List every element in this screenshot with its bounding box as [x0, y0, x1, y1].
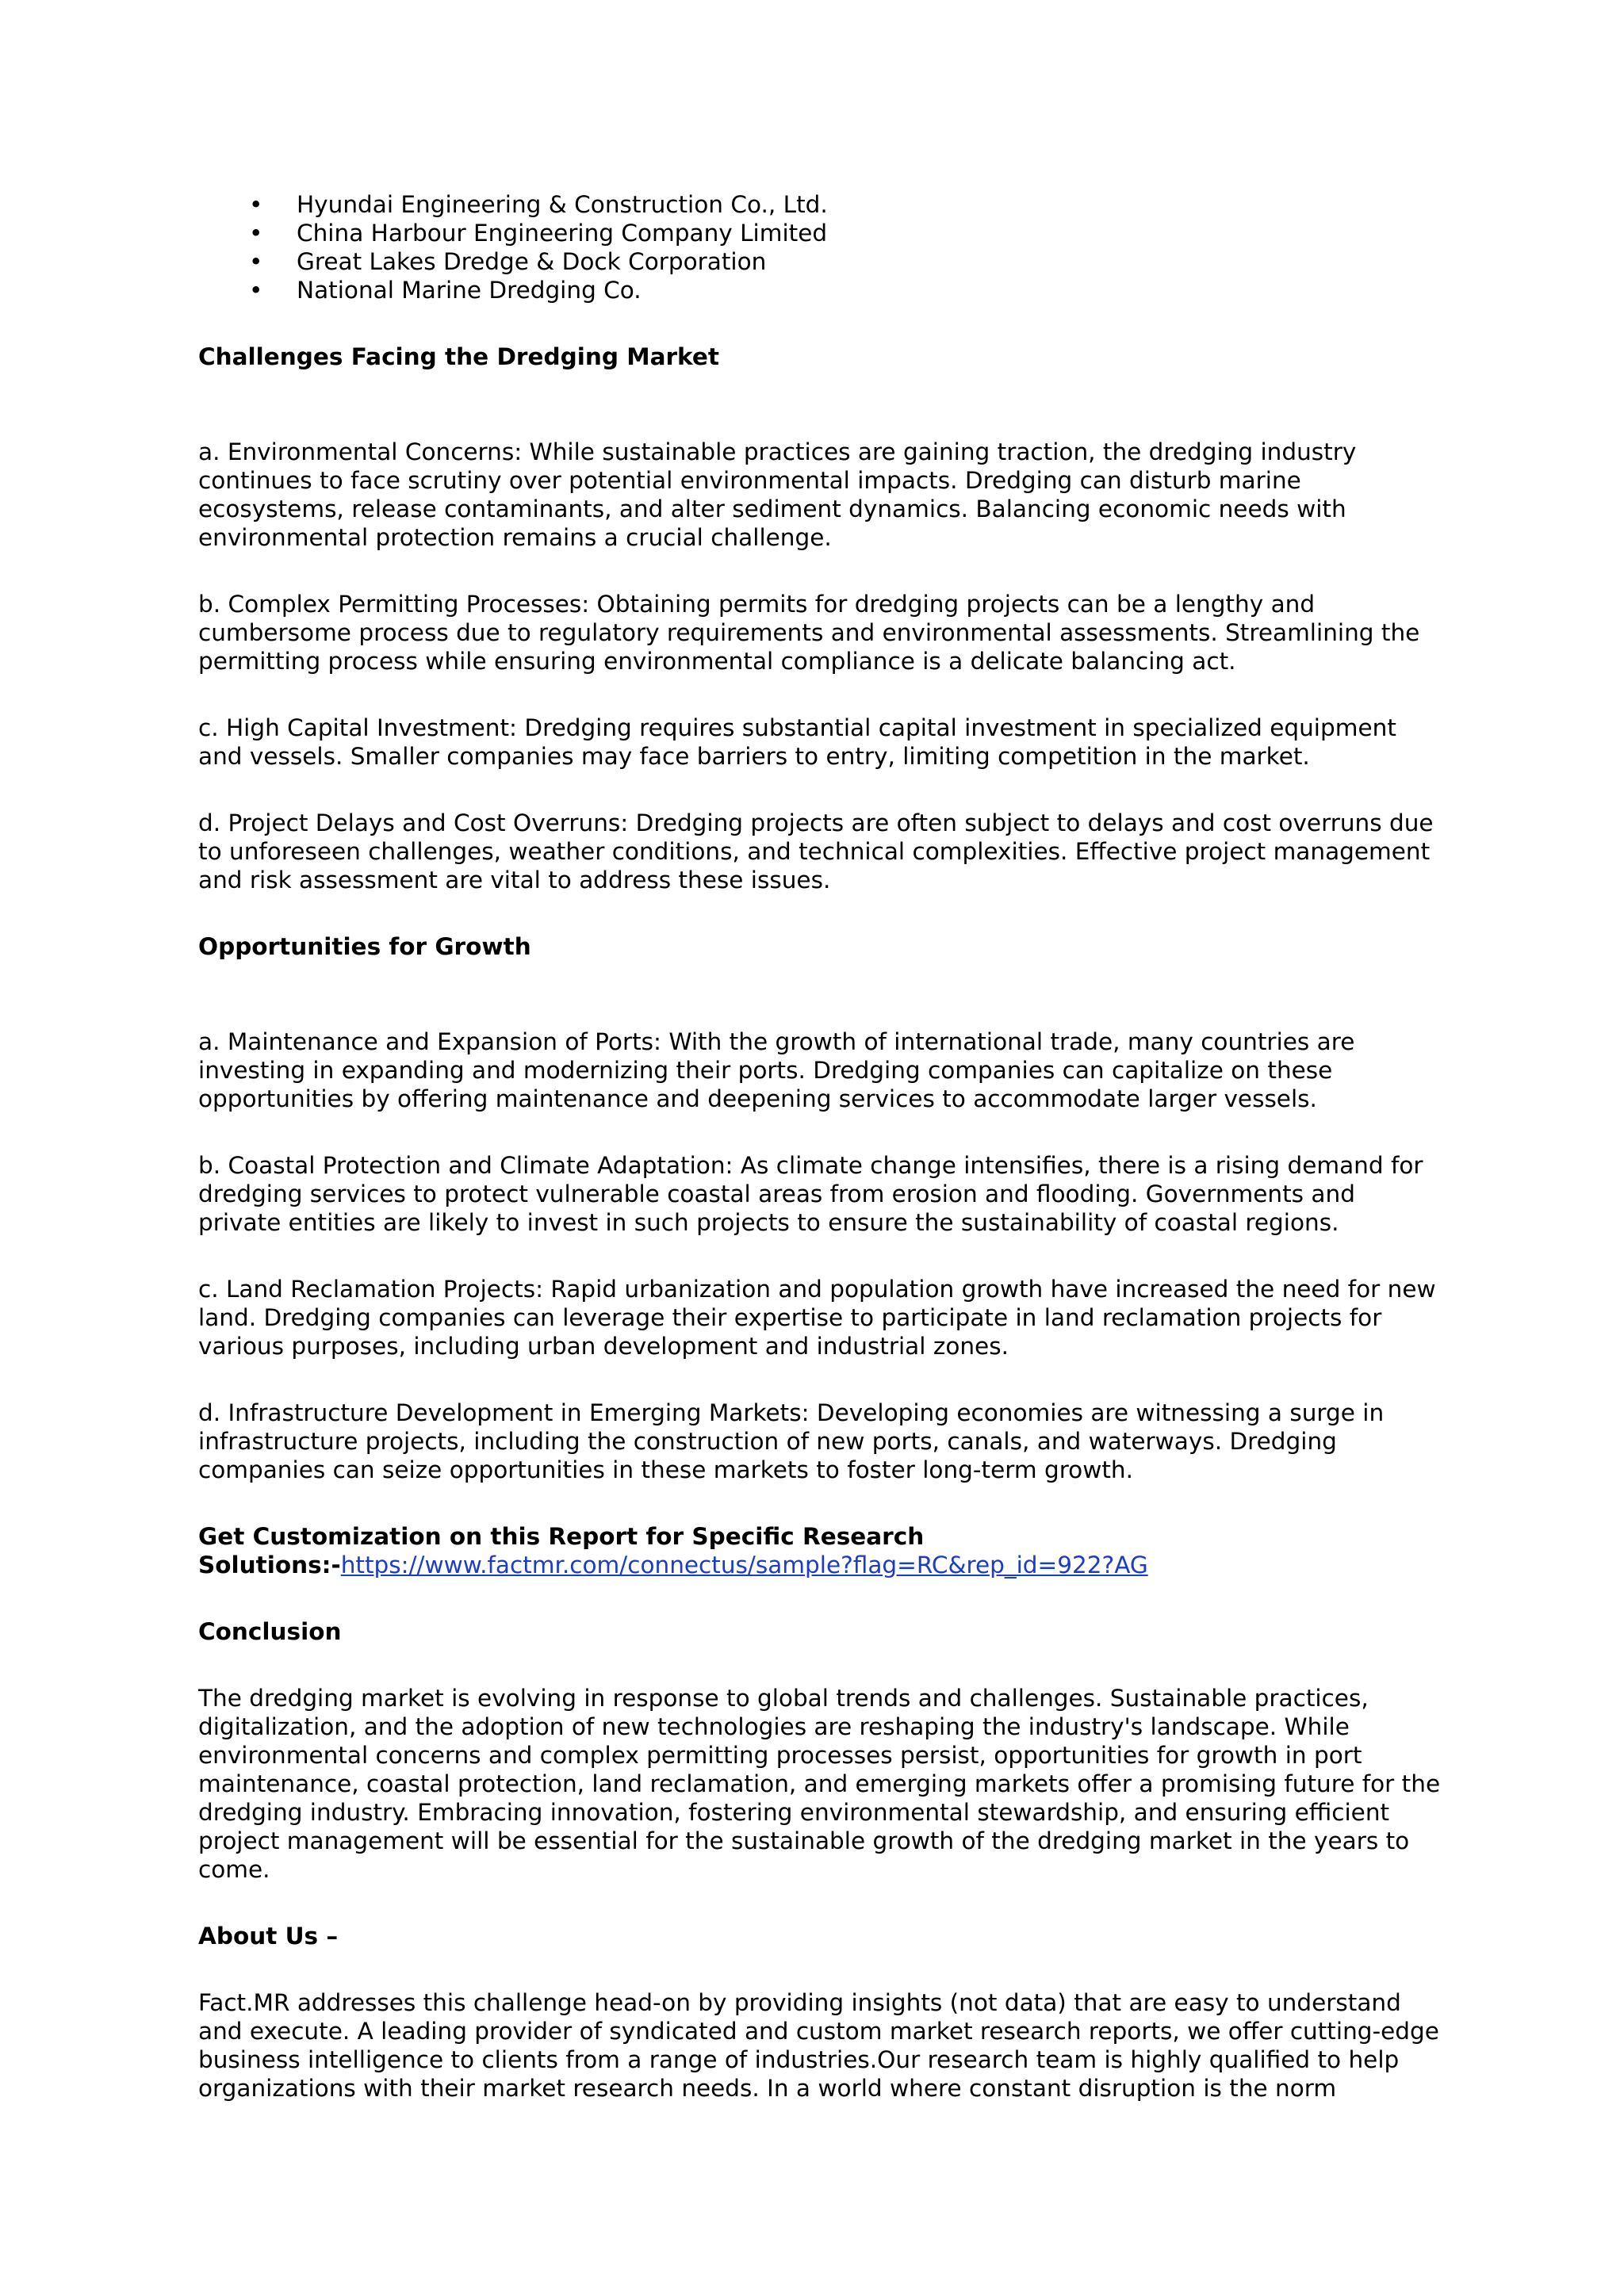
challenge-paragraph: c. High Capital Investment: Dredging requires substantial capital investment in specialized equipment and vessels. Smaller companies may face barriers to entry, limiting competition in the market. — [198, 714, 1396, 770]
opportunity-paragraph: b. Coastal Protection and Climate Adaptation: As climate change intensifies, there is a rising demand for dredging services to protect vulnerable coastal areas from erosion and flooding. Governments and private entities are likely to invest in such projects to ensure the sustainability of coastal regions. — [198, 1152, 1423, 1236]
customization-block — [198, 1522, 1442, 1579]
list-item — [198, 190, 1442, 219]
opportunity-paragraph: c. Land Reclamation Projects: Rapid urbanization and population growth have increased the need for new land. Dredging companies can leverage their expertise to participate in land reclamation projects for various purposes, including urban development and industrial zones. — [198, 1276, 1436, 1360]
bullet-icon: • — [249, 220, 263, 247]
conclusion-paragraph: The dredging market is evolving in response to global trends and challenges. Sustainable practices, digitalization, and the adoption of new technologies are reshaping the industry's landscape. While environmental concerns and complex permitting processes persist, opportunities for growth in port maintenance, coastal protection, land reclamation, and emerging markets offer a promising future for the dredging industry. Embracing innovation, fostering environmental stewardship, and ensuring efficient project management will be essential for the sustainable growth of the dredging market in the years to come. — [198, 1685, 1441, 1883]
about-heading: About Us – — [198, 1923, 339, 1950]
list-item-text: Great Lakes Dredge & Dock Corporation — [297, 248, 767, 275]
customization-line — [198, 1551, 1442, 1579]
challenges-heading: Challenges Facing the Dredging Market — [198, 343, 719, 370]
bullet-icon: • — [249, 248, 263, 275]
list-item — [198, 219, 1442, 247]
customization-prefix: Solutions:- — [198, 1552, 341, 1578]
list-item-text: National Marine Dredging Co. — [297, 277, 642, 304]
bullet-icon: • — [249, 191, 263, 218]
list-item — [198, 276, 1442, 304]
list-item — [198, 247, 1442, 276]
customization-title: Get Customization on this Report for Specific Research — [198, 1523, 925, 1550]
challenge-paragraph: b. Complex Permitting Processes: Obtaining permits for dredging projects can be a lengthy and cumbersome process due to regulatory requirements and environmental assessments. Streamlining the permitting process while ensuring environmental compliance is a delicate balancing act. — [198, 591, 1420, 675]
list-item-text: China Harbour Engineering Company Limited — [297, 220, 828, 247]
opportunity-paragraph: d. Infrastructure Development in Emerging Markets: Developing economies are witnessing a surge in infrastructure projects, including the construction of new ports, canals, and waterways. Dredging companies can seize opportunities in these markets to foster long-term growth. — [198, 1399, 1385, 1483]
opportunity-paragraph: a. Maintenance and Expansion of Ports: With the growth of international trade, many countries are investing in expanding and modernizing their ports. Dredging companies can capitalize on these opportunities by offering maintenance and deepening services to accommodate larger vessels. — [198, 1028, 1355, 1112]
about-paragraph: Fact.MR addresses this challenge head-on by providing insights (not data) that are easy to understand and execute. A leading provider of syndicated and custom market research reports, we offer cutting-edge business intelligence to clients from a range of industries.Our research team is highly qualified to help organizations with their market research needs. In a world where constant disruption is the norm — [198, 1989, 1439, 2102]
challenge-paragraph: a. Environmental Concerns: While sustainable practices are gaining traction, the dredging industry continues to face scrutiny over potential environmental impacts. Dredging can disturb marine ecosystems, release contaminants, and alter sediment dynamics. Balancing economic needs with environmental protection remains a crucial challenge. — [198, 438, 1357, 551]
company-list — [198, 190, 1442, 304]
opportunities-heading: Opportunities for Growth — [198, 933, 531, 960]
list-item-text: Hyundai Engineering & Construction Co., Ltd. — [297, 191, 828, 218]
conclusion-heading: Conclusion — [198, 1618, 342, 1645]
challenge-paragraph: d. Project Delays and Cost Overruns: Dredging projects are often subject to delays and cost overruns due to unforeseen challenges, weather conditions, and technical complexities. Effective project management and risk assessment are vital to address these issues. — [198, 809, 1434, 894]
bullet-icon: • — [249, 277, 263, 304]
customization-link[interactable]: https://www.factmr.com/connectus/sample?flag=RC&rep_id=922?AG — [340, 1552, 1148, 1578]
